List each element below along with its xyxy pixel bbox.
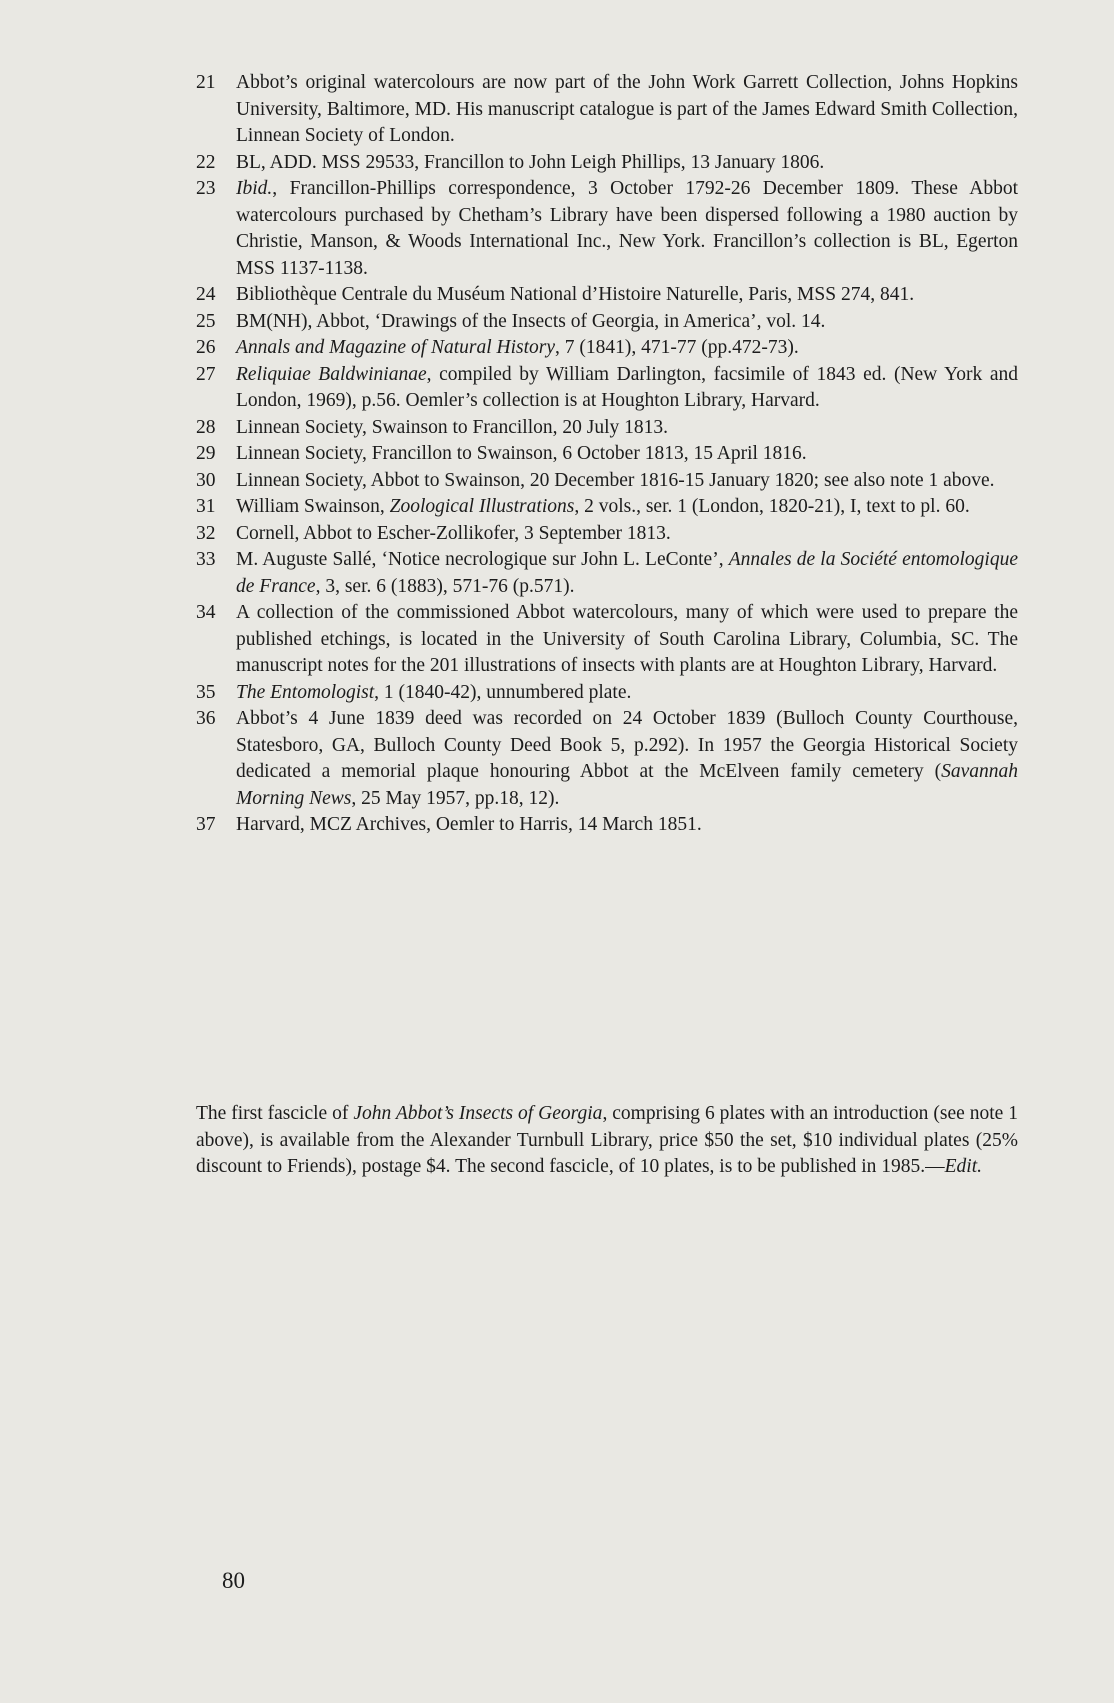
endnote-number: 32	[196, 522, 216, 544]
text-run: A collection of the commissioned Abbot watercolours, many of which were used to prepare the published etchings, is located in the University of South Carolina Library, Columbia, SC. The manuscript notes for the 201 illustrations of insects with plants are at Houghton Library, Harvard.	[236, 602, 1018, 676]
endnote-text	[236, 309, 1018, 336]
text-run: Harvard, MCZ Archives, Oemler to Harris, 14 March 1851.	[236, 814, 702, 835]
endnote-28	[196, 415, 1018, 442]
endnote-text	[236, 415, 1018, 442]
text-run: BM(NH), Abbot, ‘Drawings of the Insects of Georgia, in America’, vol. 14.	[236, 310, 826, 332]
endnote-number: 23	[196, 178, 216, 199]
italic-title: John Abbot’s Insects of Georgia	[353, 1103, 603, 1124]
text-run: Bibliothèque Centrale du Muséum National d’Histoire Naturelle, Paris, MSS 274, 841.	[236, 284, 915, 305]
endnote-25	[196, 309, 1018, 336]
endnote-number: 31	[196, 496, 216, 517]
endnote-29	[196, 441, 1018, 468]
text-run: , comprising 6 plates with an introduction (see note 1 above), is available from the Alexander Turnbull Library, price $50 the set, $10 individual plates (25% discount to Friends), postage $4. The second fascicle, of 10 plates, is to be published in 1985.—	[196, 1103, 1018, 1177]
text-run: , 7 (1841), 471-77 (pp.472-73).	[555, 337, 799, 358]
text-run: , 3, ser. 6 (1883), 571-76 (p.571).	[315, 575, 575, 597]
text-run: , 2 vols., ser. 1 (London, 1820-21), I, text to pl. 60.	[574, 496, 970, 517]
endnote-text	[236, 812, 1018, 839]
text-run: , Francillon-Phillips correspondence, 3 October 1792-26 December 1809. These Abbot watercolours purchased by Chetham’s Library have been dispersed following a 1980 auction by Christie, Manson, & Woods International Inc., New York. Francillon’s collection is BL, Egerton MSS 1137-1138.	[236, 178, 1018, 279]
endnote-text	[236, 282, 1018, 309]
endnote-text	[236, 494, 1018, 521]
endnote-27	[196, 362, 1018, 415]
endnote-number: 29	[196, 443, 216, 464]
endnote-24	[196, 282, 1018, 309]
endnote-number: 22	[196, 151, 216, 173]
endnote-35	[196, 680, 1018, 707]
italic-title: Annales de la Société entomologique de France	[236, 549, 1019, 597]
endnote-number: 36	[196, 708, 216, 729]
endnote-text	[236, 521, 1018, 548]
endnote-text	[236, 468, 1018, 495]
endnote-26	[196, 335, 1018, 362]
endnote-text	[236, 150, 1018, 177]
endnote-text	[236, 441, 1018, 468]
text-run: , compiled by William Darlington, facsimile of 1843 ed. (New York and London, 1969), p.56. Oemler’s collection is at Houghton Library, Harvard.	[236, 363, 1018, 411]
endnote-32	[196, 521, 1018, 548]
endnotes-list	[196, 70, 1018, 839]
endnote-30	[196, 468, 1018, 495]
page-number: 80	[222, 1568, 245, 1593]
text-run: The first fascicle of	[196, 1103, 354, 1124]
endnote-text	[236, 335, 1018, 362]
text-run: Linnean Society, Francillon to Swainson, 6 October 1813, 15 April 1816.	[236, 443, 807, 464]
endnote-33	[196, 547, 1018, 600]
italic-title: Ibid.	[236, 178, 273, 199]
endnote-number: 28	[196, 416, 216, 438]
endnote-number: 25	[196, 310, 216, 332]
italic-title: Zoological Illustrations	[389, 496, 575, 517]
endnote-text	[236, 176, 1018, 282]
text-run: Abbot’s 4 June 1839 deed was recorded on 24 October 1839 (Bulloch County Courthouse, Statesboro, GA, Bulloch County Deed Book 5, p.292). In 1957 the Georgia Historical Society dedicated a memorial plaque honouring Abbot at the McElveen family cemetery (	[236, 708, 1018, 782]
endnote-text	[236, 600, 1018, 680]
text-run: M. Auguste Sallé, ‘Notice necrologique sur John L. LeConte’,	[236, 549, 729, 570]
endnote-number: 26	[196, 337, 216, 358]
endnote-number: 34	[196, 602, 216, 623]
italic-title: Savannah Morning News	[236, 761, 1018, 809]
endnote-text	[236, 70, 1018, 150]
italic-title: Reliquiae Baldwinianae	[236, 363, 427, 385]
text-run: William Swainson,	[236, 496, 390, 517]
endnote-34	[196, 600, 1018, 680]
endnote-text	[236, 547, 1018, 600]
text-run: BL, ADD. MSS 29533, Francillon to John Leigh Phillips, 13 January 1806.	[236, 151, 825, 173]
text-run: Cornell, Abbot to Escher-Zollikofer, 3 September 1813.	[236, 522, 671, 544]
endnote-22	[196, 150, 1018, 177]
endnote-31	[196, 494, 1018, 521]
endnote-number: 30	[196, 469, 216, 491]
italic-title: Edit.	[944, 1156, 983, 1177]
endnote-36	[196, 706, 1018, 812]
endnote-text	[236, 680, 1018, 707]
fascicle-announcement	[196, 1101, 1018, 1181]
text-run: Abbot’s original watercolours are now part of the John Work Garrett Collection, Johns Hopkins University, Baltimore, MD. His manuscript catalogue is part of the James Edward Smith Collection, Linnean Society of London.	[236, 72, 1018, 146]
italic-title: The Entomologist	[236, 681, 375, 703]
endnote-number: 21	[196, 72, 216, 93]
text-run: , 25 May 1957, pp.18, 12).	[351, 787, 560, 809]
endnote-number: 37	[196, 814, 216, 835]
text-run: Linnean Society, Abbot to Swainson, 20 December 1816-15 January 1820; see also note 1 above.	[236, 469, 995, 491]
endnote-23	[196, 176, 1018, 282]
text-run: , 1 (1840-42), unnumbered plate.	[374, 681, 632, 703]
italic-title: Annals and Magazine of Natural History	[236, 337, 556, 358]
endnote-number: 27	[196, 363, 216, 385]
endnote-number: 33	[196, 549, 216, 570]
text-run: Linnean Society, Swainson to Francillon, 20 July 1813.	[236, 416, 669, 438]
endnote-37	[196, 812, 1018, 839]
endnote-21	[196, 70, 1018, 150]
endnote-number: 24	[196, 284, 216, 305]
endnote-text	[236, 706, 1018, 812]
endnote-number: 35	[196, 681, 216, 703]
endnote-text	[236, 362, 1018, 415]
